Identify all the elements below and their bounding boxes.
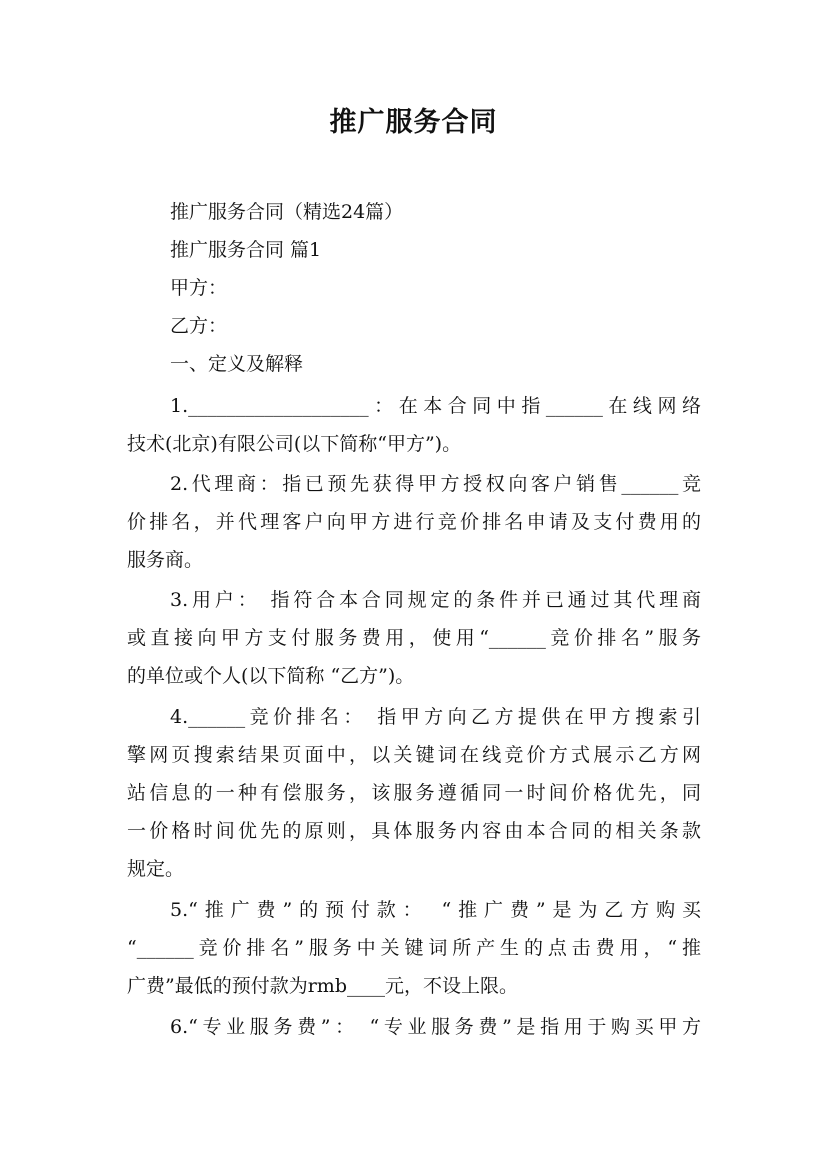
section-heading: 推广服务合同 篇1	[170, 239, 322, 261]
definitions-heading: 一、定义及解释	[170, 353, 304, 375]
party-b-label: 乙方：	[170, 315, 228, 337]
clause-6-line-1: 6.“专业服务费”： “专业服务费”是指用于购买甲方	[170, 1016, 701, 1038]
clause-5-line-2: “______竞价排名”服务中关键词所产生的点击费用，“推	[127, 937, 701, 959]
clause-3-line-3: 的单位或个人(以下简称 “乙方”)。	[127, 665, 415, 687]
clause-5-line-1: 5.“推广费”的预付款： “推广费”是为乙方购买	[170, 899, 701, 921]
clause-4-line-3: 站信息的一种有偿服务，该服务遵循同一时间价格优先，同	[127, 782, 701, 804]
clause-2-line-2: 价排名，并代理客户向甲方进行竞价排名申请及支付费用的	[127, 511, 701, 533]
clause-4-line-5: 规定。	[127, 858, 185, 880]
party-a-label: 甲方：	[170, 277, 228, 299]
clause-5-line-3: 广费”最低的预付款为rmb____元，不设上限。	[127, 975, 518, 997]
document-title: 推广服务合同	[329, 107, 498, 138]
clause-3-line-2: 或直接向甲方支付服务费用，使用“______竞价排名”服务	[127, 627, 701, 649]
clause-1-line-1: 1.___________________：在本合同中指______在线网络	[170, 395, 701, 417]
clause-2-line-1: 2.代理商：指已预先获得甲方授权向客户销售______竞	[170, 473, 701, 495]
clause-2-line-3: 服务商。	[127, 549, 204, 571]
clause-1-line-2: 技术(北京)有限公司(以下简称“甲方”)。	[127, 433, 462, 455]
subtitle-line: 推广服务合同（精选24篇）	[170, 201, 404, 223]
clause-3-line-1: 3.用户： 指符合本合同规定的条件并已通过其代理商	[170, 589, 701, 611]
clause-4-line-4: 一价格时间优先的原则，具体服务内容由本合同的相关条款	[127, 820, 701, 842]
clause-4-line-1: 4.______竞价排名： 指甲方向乙方提供在甲方搜索引	[170, 706, 701, 728]
clause-4-line-2: 擎网页搜索结果页面中，以关键词在线竞价方式展示乙方网	[127, 744, 701, 766]
